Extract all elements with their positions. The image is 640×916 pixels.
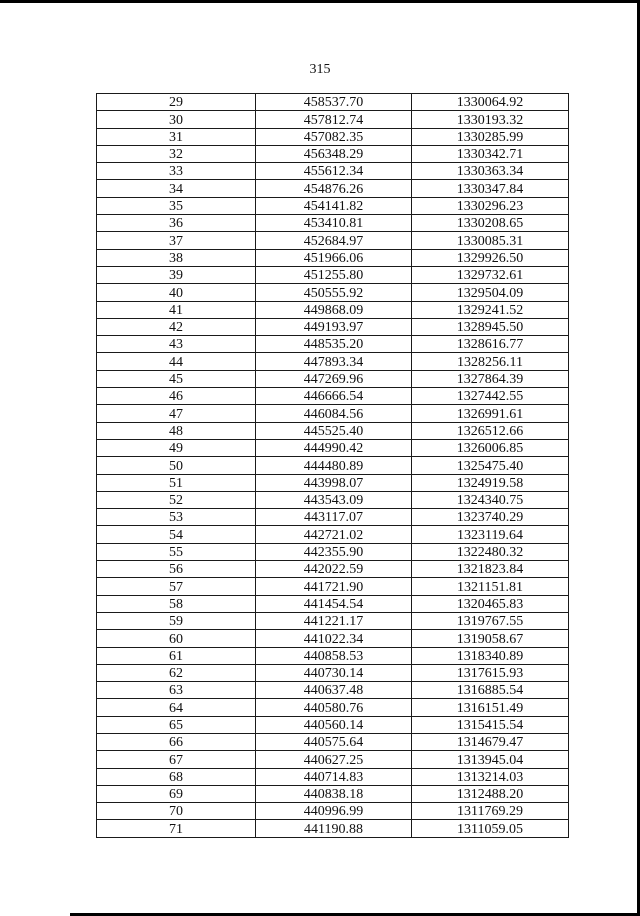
x-coordinate-cell: 445525.40: [256, 422, 412, 439]
table-row: [97, 543, 569, 560]
table-row: [97, 215, 569, 232]
x-coordinate-cell: 447893.34: [256, 353, 412, 370]
y-coordinate-cell: 1315415.54: [412, 716, 569, 733]
y-coordinate-cell: 1324919.58: [412, 474, 569, 491]
x-coordinate-cell: 458537.70: [256, 94, 412, 111]
table-row: [97, 457, 569, 474]
table-row: [97, 768, 569, 785]
point-number-cell: 45: [97, 370, 256, 387]
point-number-cell: 67: [97, 751, 256, 768]
x-coordinate-cell: 440627.25: [256, 751, 412, 768]
x-coordinate-cell: 444480.89: [256, 457, 412, 474]
x-coordinate-cell: 448535.20: [256, 336, 412, 353]
table-row: [97, 474, 569, 491]
y-coordinate-cell: 1330363.34: [412, 163, 569, 180]
y-coordinate-cell: 1326991.61: [412, 405, 569, 422]
point-number-cell: 70: [97, 803, 256, 820]
y-coordinate-cell: 1330193.32: [412, 111, 569, 128]
point-number-cell: 46: [97, 388, 256, 405]
x-coordinate-cell: 440996.99: [256, 803, 412, 820]
x-coordinate-cell: 441454.54: [256, 595, 412, 612]
x-coordinate-cell: 446666.54: [256, 388, 412, 405]
point-number-cell: 36: [97, 215, 256, 232]
y-coordinate-cell: 1329504.09: [412, 284, 569, 301]
y-coordinate-cell: 1324340.75: [412, 491, 569, 508]
y-coordinate-cell: 1318340.89: [412, 647, 569, 664]
y-coordinate-cell: 1314679.47: [412, 733, 569, 750]
point-number-cell: 61: [97, 647, 256, 664]
point-number-cell: 47: [97, 405, 256, 422]
point-number-cell: 49: [97, 439, 256, 456]
x-coordinate-cell: 449193.97: [256, 318, 412, 335]
point-number-cell: 69: [97, 785, 256, 802]
y-coordinate-cell: 1330296.23: [412, 197, 569, 214]
x-coordinate-cell: 442355.90: [256, 543, 412, 560]
point-number-cell: 63: [97, 682, 256, 699]
x-coordinate-cell: 455612.34: [256, 163, 412, 180]
point-number-cell: 59: [97, 612, 256, 629]
point-number-cell: 39: [97, 266, 256, 283]
table-row: [97, 318, 569, 335]
coordinates-table: [96, 93, 569, 838]
table-row: [97, 301, 569, 318]
table-row: [97, 578, 569, 595]
point-number-cell: 42: [97, 318, 256, 335]
x-coordinate-cell: 444990.42: [256, 439, 412, 456]
point-number-cell: 65: [97, 716, 256, 733]
y-coordinate-cell: 1329732.61: [412, 266, 569, 283]
point-number-cell: 48: [97, 422, 256, 439]
x-coordinate-cell: 456348.29: [256, 145, 412, 162]
y-coordinate-cell: 1330064.92: [412, 94, 569, 111]
y-coordinate-cell: 1328616.77: [412, 336, 569, 353]
x-coordinate-cell: 440560.14: [256, 716, 412, 733]
table-row: [97, 94, 569, 111]
x-coordinate-cell: 447269.96: [256, 370, 412, 387]
y-coordinate-cell: 1327442.55: [412, 388, 569, 405]
y-coordinate-cell: 1311059.05: [412, 820, 569, 837]
table-row: [97, 249, 569, 266]
y-coordinate-cell: 1313214.03: [412, 768, 569, 785]
point-number-cell: 51: [97, 474, 256, 491]
table-row: [97, 664, 569, 681]
x-coordinate-cell: 441721.90: [256, 578, 412, 595]
y-coordinate-cell: 1317615.93: [412, 664, 569, 681]
point-number-cell: 53: [97, 509, 256, 526]
table-row: [97, 232, 569, 249]
point-number-cell: 50: [97, 457, 256, 474]
table-row: [97, 630, 569, 647]
table-row: [97, 751, 569, 768]
x-coordinate-cell: 452684.97: [256, 232, 412, 249]
table-row: [97, 163, 569, 180]
y-coordinate-cell: 1328256.11: [412, 353, 569, 370]
point-number-cell: 41: [97, 301, 256, 318]
table-row: [97, 353, 569, 370]
y-coordinate-cell: 1322480.32: [412, 543, 569, 560]
x-coordinate-cell: 457082.35: [256, 128, 412, 145]
point-number-cell: 52: [97, 491, 256, 508]
table-row: [97, 336, 569, 353]
table-row: [97, 197, 569, 214]
y-coordinate-cell: 1321823.84: [412, 561, 569, 578]
y-coordinate-cell: 1330285.99: [412, 128, 569, 145]
x-coordinate-cell: 440858.53: [256, 647, 412, 664]
point-number-cell: 71: [97, 820, 256, 837]
x-coordinate-cell: 441221.17: [256, 612, 412, 629]
y-coordinate-cell: 1316885.54: [412, 682, 569, 699]
x-coordinate-cell: 440730.14: [256, 664, 412, 681]
x-coordinate-cell: 457812.74: [256, 111, 412, 128]
table-row: [97, 405, 569, 422]
y-coordinate-cell: 1330085.31: [412, 232, 569, 249]
x-coordinate-cell: 450555.92: [256, 284, 412, 301]
point-number-cell: 34: [97, 180, 256, 197]
point-number-cell: 60: [97, 630, 256, 647]
point-number-cell: 55: [97, 543, 256, 560]
point-number-cell: 29: [97, 94, 256, 111]
point-number-cell: 43: [97, 336, 256, 353]
point-number-cell: 33: [97, 163, 256, 180]
point-number-cell: 56: [97, 561, 256, 578]
y-coordinate-cell: 1329926.50: [412, 249, 569, 266]
table-row: [97, 803, 569, 820]
y-coordinate-cell: 1328945.50: [412, 318, 569, 335]
y-coordinate-cell: 1316151.49: [412, 699, 569, 716]
point-number-cell: 30: [97, 111, 256, 128]
x-coordinate-cell: 449868.09: [256, 301, 412, 318]
x-coordinate-cell: 454141.82: [256, 197, 412, 214]
table-row: [97, 785, 569, 802]
y-coordinate-cell: 1325475.40: [412, 457, 569, 474]
table-row: [97, 422, 569, 439]
y-coordinate-cell: 1319058.67: [412, 630, 569, 647]
x-coordinate-cell: 440580.76: [256, 699, 412, 716]
y-coordinate-cell: 1330342.71: [412, 145, 569, 162]
table-row: [97, 699, 569, 716]
table-row: [97, 612, 569, 629]
table-row: [97, 284, 569, 301]
table-row: [97, 370, 569, 387]
y-coordinate-cell: 1321151.81: [412, 578, 569, 595]
table-row: [97, 111, 569, 128]
table-row: [97, 439, 569, 456]
table-row: [97, 266, 569, 283]
x-coordinate-cell: 442022.59: [256, 561, 412, 578]
y-coordinate-cell: 1312488.20: [412, 785, 569, 802]
x-coordinate-cell: 443543.09: [256, 491, 412, 508]
x-coordinate-cell: 440838.18: [256, 785, 412, 802]
x-coordinate-cell: 454876.26: [256, 180, 412, 197]
x-coordinate-cell: 451966.06: [256, 249, 412, 266]
x-coordinate-cell: 441190.88: [256, 820, 412, 837]
point-number-cell: 35: [97, 197, 256, 214]
point-number-cell: 62: [97, 664, 256, 681]
x-coordinate-cell: 443998.07: [256, 474, 412, 491]
table-row: [97, 128, 569, 145]
y-coordinate-cell: 1323119.64: [412, 526, 569, 543]
point-number-cell: 32: [97, 145, 256, 162]
x-coordinate-cell: 441022.34: [256, 630, 412, 647]
y-coordinate-cell: 1330347.84: [412, 180, 569, 197]
table-row: [97, 733, 569, 750]
point-number-cell: 64: [97, 699, 256, 716]
table-row: [97, 388, 569, 405]
table-row: [97, 716, 569, 733]
x-coordinate-cell: 451255.80: [256, 266, 412, 283]
y-coordinate-cell: 1327864.39: [412, 370, 569, 387]
x-coordinate-cell: 446084.56: [256, 405, 412, 422]
x-coordinate-cell: 440575.64: [256, 733, 412, 750]
point-number-cell: 57: [97, 578, 256, 595]
x-coordinate-cell: 442721.02: [256, 526, 412, 543]
x-coordinate-cell: 443117.07: [256, 509, 412, 526]
table-row: [97, 595, 569, 612]
point-number-cell: 40: [97, 284, 256, 301]
page-edge-top: [0, 0, 640, 3]
y-coordinate-cell: 1326006.85: [412, 439, 569, 456]
table-row: [97, 526, 569, 543]
x-coordinate-cell: 453410.81: [256, 215, 412, 232]
y-coordinate-cell: 1320465.83: [412, 595, 569, 612]
page-number: 315: [309, 62, 331, 77]
point-number-cell: 31: [97, 128, 256, 145]
table-row: [97, 180, 569, 197]
x-coordinate-cell: 440714.83: [256, 768, 412, 785]
y-coordinate-cell: 1311769.29: [412, 803, 569, 820]
table-row: [97, 682, 569, 699]
point-number-cell: 44: [97, 353, 256, 370]
point-number-cell: 66: [97, 733, 256, 750]
point-number-cell: 68: [97, 768, 256, 785]
y-coordinate-cell: 1319767.55: [412, 612, 569, 629]
point-number-cell: 38: [97, 249, 256, 266]
y-coordinate-cell: 1329241.52: [412, 301, 569, 318]
coordinates-table-body: [97, 94, 569, 838]
table-row: [97, 509, 569, 526]
x-coordinate-cell: 440637.48: [256, 682, 412, 699]
table-row: [97, 561, 569, 578]
point-number-cell: 54: [97, 526, 256, 543]
point-number-cell: 58: [97, 595, 256, 612]
y-coordinate-cell: 1323740.29: [412, 509, 569, 526]
point-number-cell: 37: [97, 232, 256, 249]
y-coordinate-cell: 1313945.04: [412, 751, 569, 768]
table-row: [97, 647, 569, 664]
table-row: [97, 145, 569, 162]
table-row: [97, 491, 569, 508]
y-coordinate-cell: 1330208.65: [412, 215, 569, 232]
table-row: [97, 820, 569, 837]
y-coordinate-cell: 1326512.66: [412, 422, 569, 439]
